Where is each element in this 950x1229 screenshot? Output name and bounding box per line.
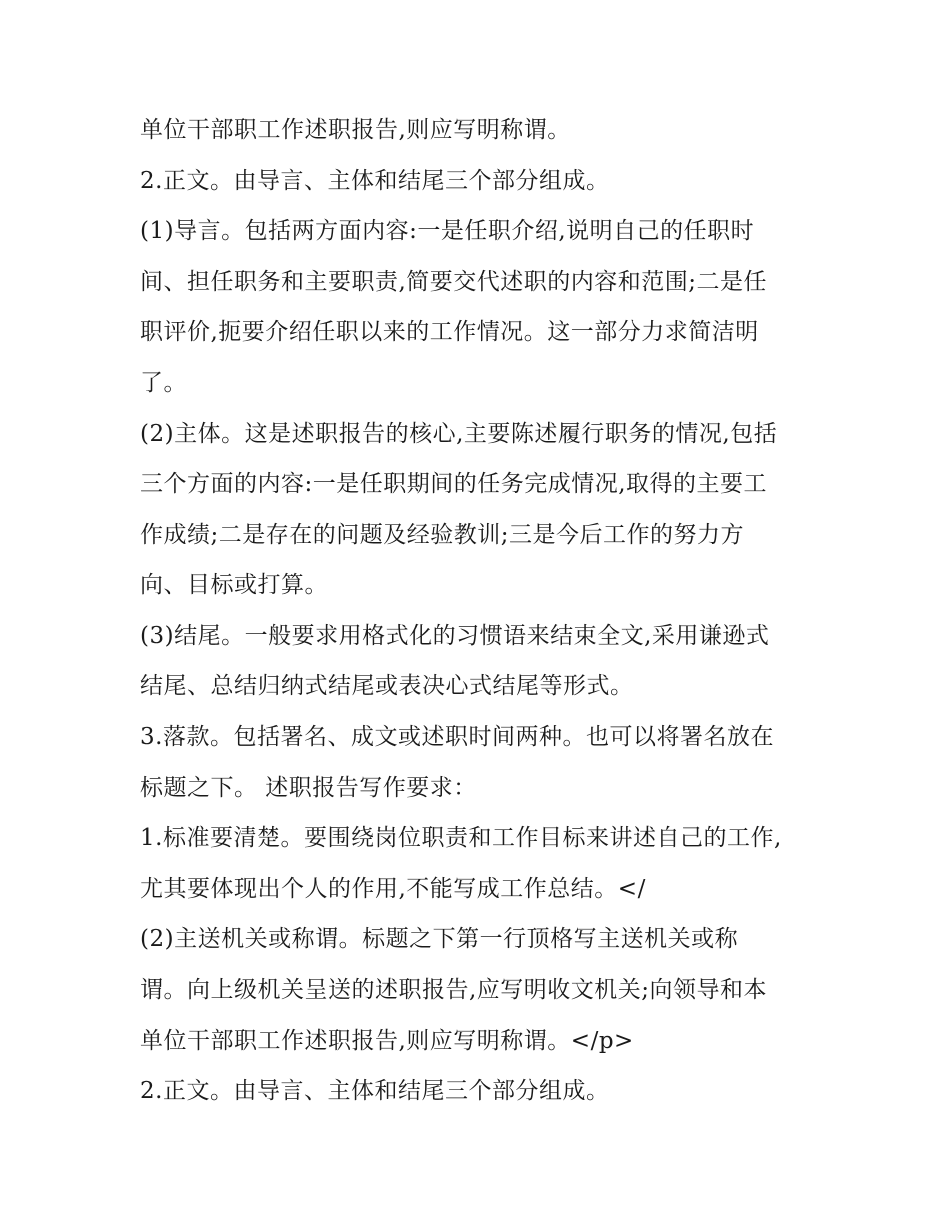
text-line: 三个方面的内容:一是任职期间的任务完成情况,取得的主要工 xyxy=(140,471,768,497)
text-line: 结尾、总结归纳式结尾或表决心式结尾等形式。 xyxy=(140,673,634,699)
text-line: 标题之下。 述职报告写作要求： xyxy=(140,775,477,801)
text-line: (3)结尾。一般要求用格式化的习惯语来结束全文,采用谦逊式 xyxy=(140,623,770,649)
text-line: 了。 xyxy=(140,370,187,396)
text-line: 尤其要体现出个人的作用,不能写成工作总结。</ xyxy=(140,876,646,902)
text-line: 作成绩;二是存在的问题及经验教训;三是今后工作的努力方 xyxy=(140,522,744,548)
text-line: 职评价,扼要介绍任职以来的工作情况。这一部分力求简洁明 xyxy=(140,319,759,345)
text-line: 单位干部职工作述职报告,则应写明称谓。 xyxy=(140,117,571,143)
text-line: 向、目标或打算。 xyxy=(140,572,328,598)
text-line: (1)导言。包括两方面内容:一是任职介绍,说明自己的任职时 xyxy=(140,218,755,244)
text-line: (2)主体。这是述职报告的核心,主要陈述履行职务的情况,包括 xyxy=(140,421,778,447)
text-line: 3.落款。包括署名、成文或述职时间两种。也可以将署名放在 xyxy=(140,724,774,750)
text-line: 间、担任职务和主要职责,简要交代述职的内容和范围;二是任 xyxy=(140,269,768,295)
text-line: (2)主送机关或称谓。标题之下第一行顶格写主送机关或称 xyxy=(140,926,739,952)
text-line: 单位干部职工作述职报告,则应写明称谓。</p> xyxy=(140,1028,634,1054)
text-line: 谓。向上级机关呈送的述职报告,应写明收文机关;向领导和本 xyxy=(140,977,768,1003)
text-line: 2.正文。由导言、主体和结尾三个部分组成。 xyxy=(140,168,610,194)
text-line: 1.标准要清楚。要围绕岗位职责和工作目标来讲述自己的工作, xyxy=(140,825,782,851)
text-line: 2.正文。由导言、主体和结尾三个部分组成。 xyxy=(140,1078,610,1104)
